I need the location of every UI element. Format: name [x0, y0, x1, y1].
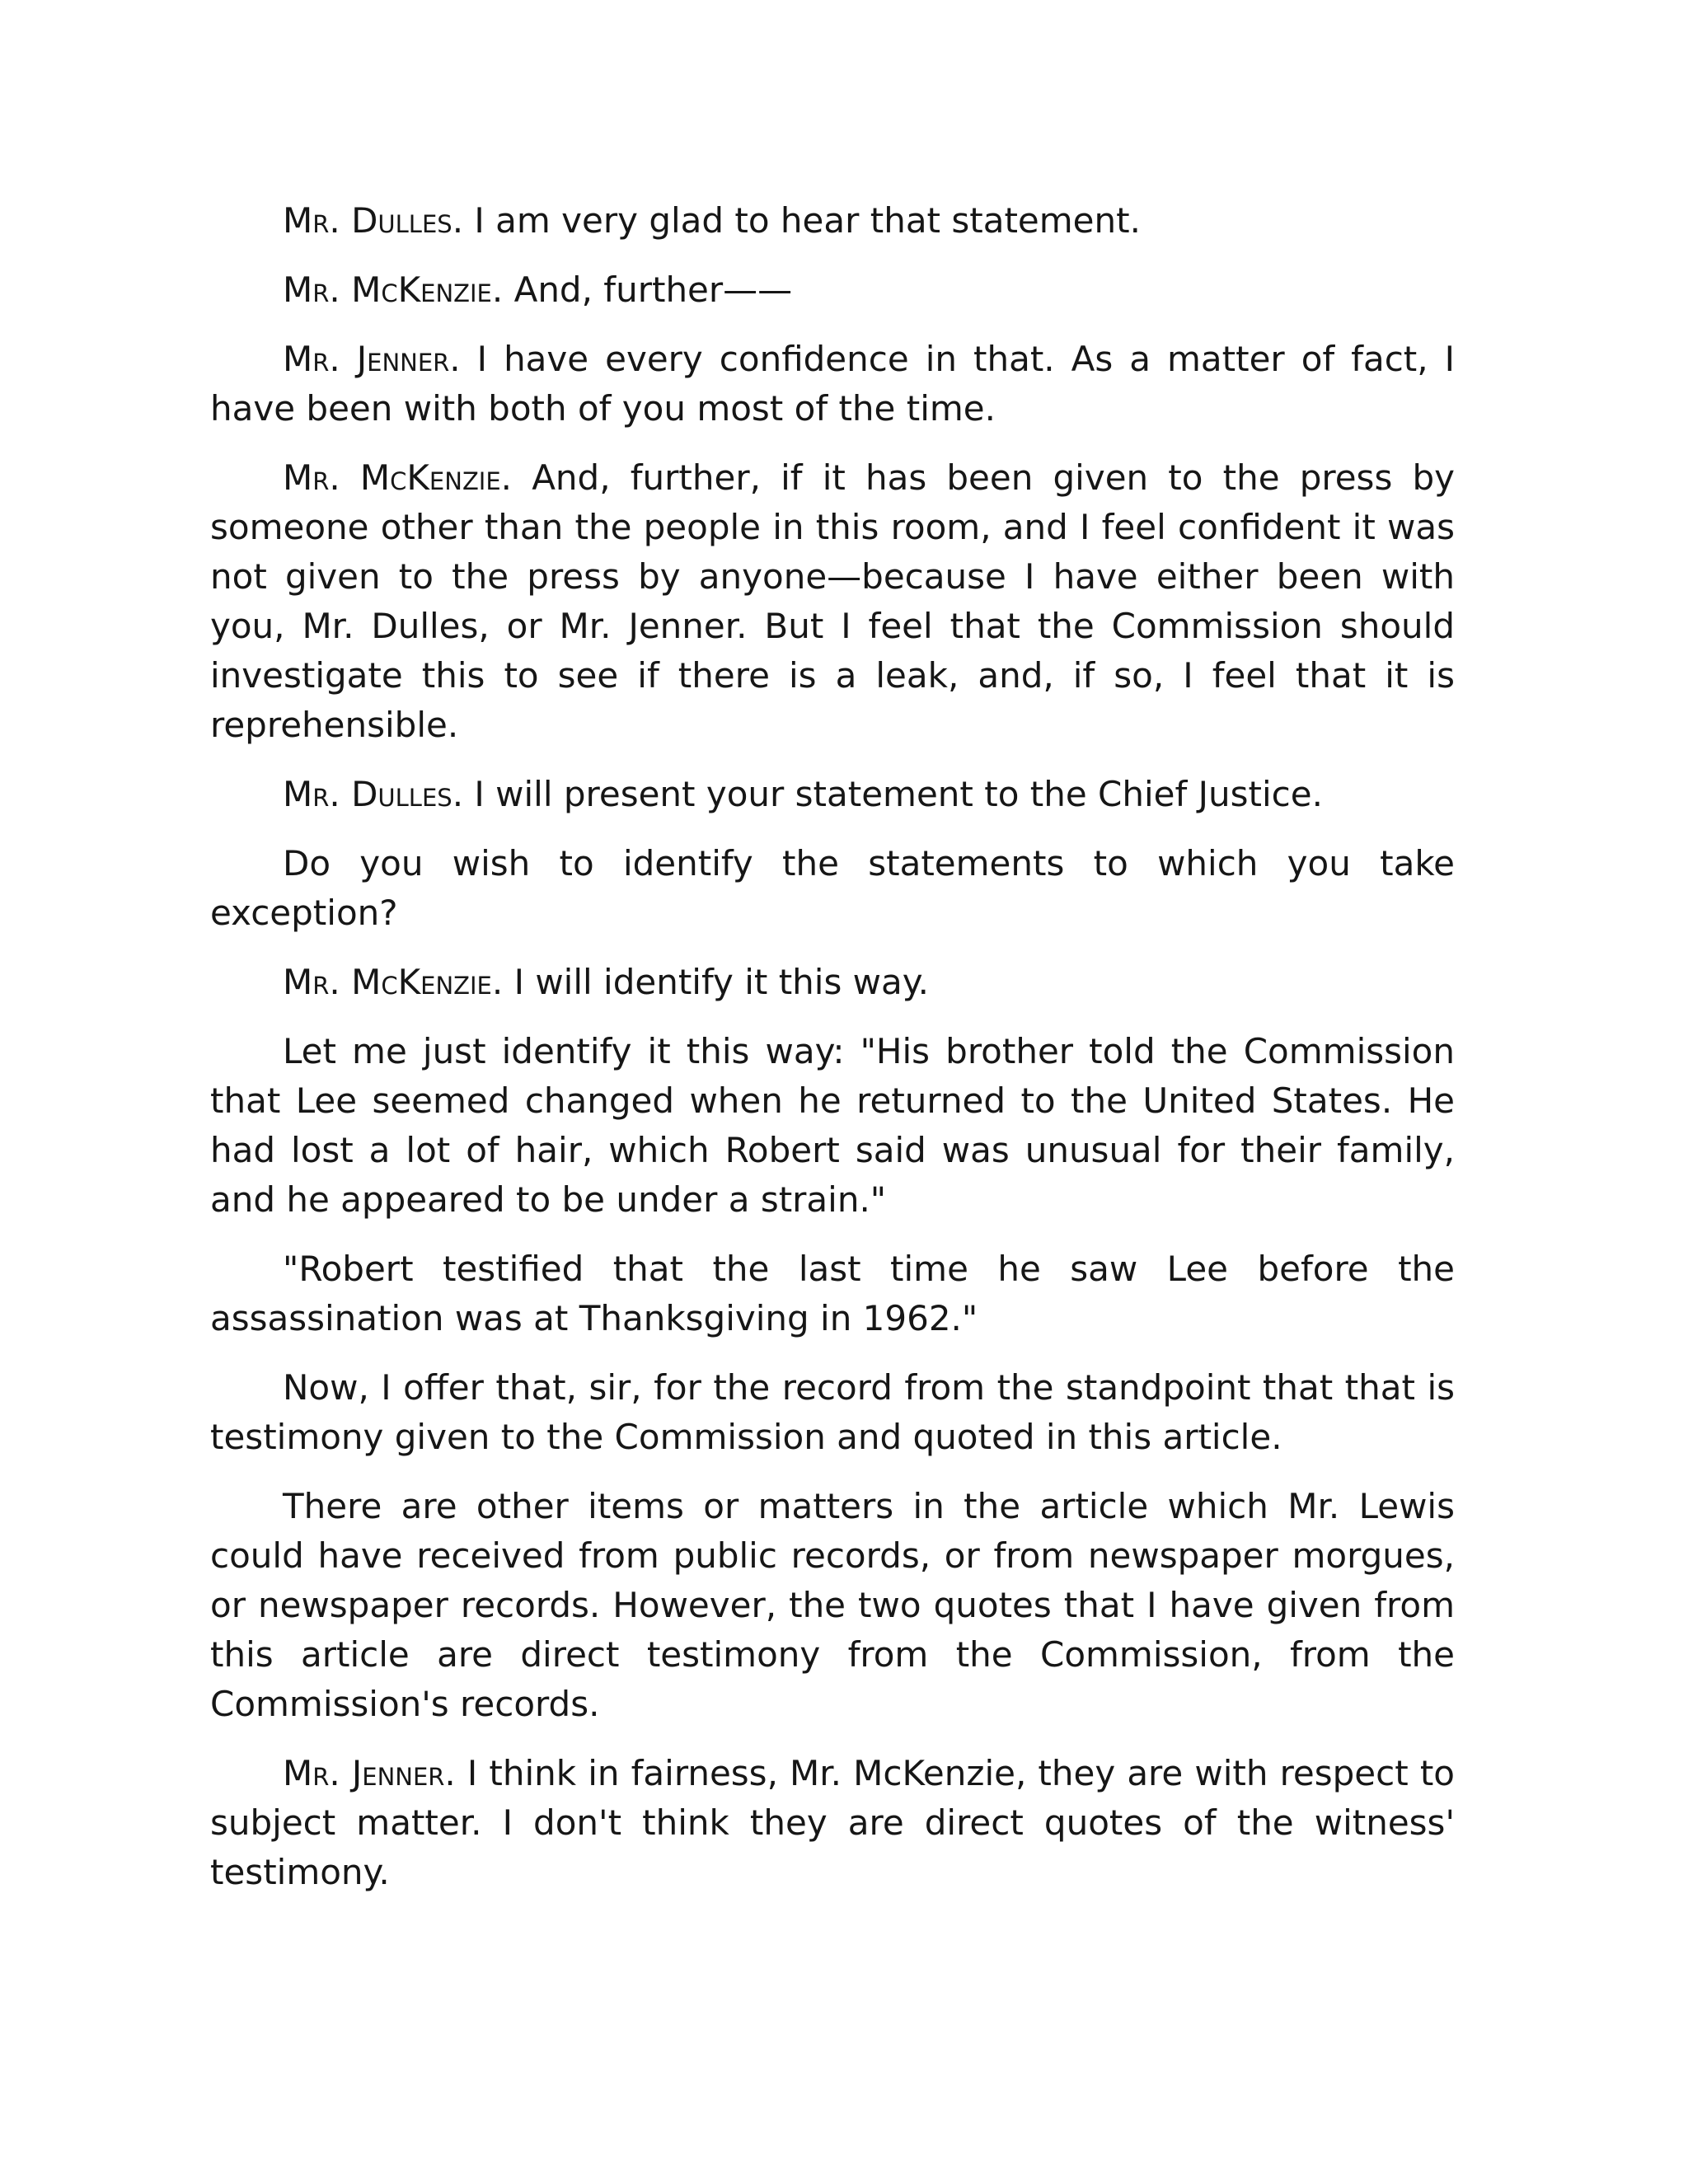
- transcript-paragraph: [210, 335, 1455, 434]
- transcript-paragraph: [210, 958, 1455, 1007]
- paragraph-text: I have every confidence in that. As a matter of fact, I have been with both of you most of the time.: [210, 339, 1455, 429]
- transcript-paragraph: [210, 1244, 1455, 1343]
- paragraph-text: There are other items or matters in the article which Mr. Lewis could have received from public records, or from newspaper morgues, or newspaper records. However, the two quotes that I have given from this article are direct testimony from the Commission, from the Commission's records.: [210, 1486, 1455, 1724]
- paragraph-text: I think in fairness, Mr. McKenzie, they are with respect to subject matter. I don't think they are direct quotes of the witness' testimony.: [210, 1753, 1455, 1892]
- transcript-paragraph: [210, 839, 1455, 938]
- paragraph-text: And, further——: [503, 269, 793, 310]
- paragraph-text: "Robert testified that the last time he saw Lee before the assassination was at Thanksgiving in 1962.": [210, 1249, 1455, 1338]
- paragraph-text: I am very glad to hear that statement.: [463, 200, 1141, 241]
- transcript-paragraph: [210, 1749, 1455, 1897]
- speaker-name: Mr. McKenzie.: [283, 457, 513, 498]
- transcript-paragraph: [210, 1363, 1455, 1462]
- paragraph-text: Now, I offer that, sir, for the record from the standpoint that that is testimony given to the Commission and quoted in this article.: [210, 1367, 1455, 1457]
- paragraph-text: Do you wish to identify the statements to which you take exception?: [210, 843, 1455, 933]
- paragraph-text: I will present your statement to the Chief Justice.: [463, 774, 1323, 814]
- transcript-paragraph: [210, 453, 1455, 750]
- transcript-paragraph: [210, 1027, 1455, 1225]
- speaker-name: Mr. Dulles.: [283, 200, 464, 241]
- transcript-paragraph: [210, 1482, 1455, 1729]
- speaker-name: Mr. Jenner.: [283, 1753, 456, 1793]
- paragraph-text: I will identify it this way.: [503, 962, 929, 1002]
- transcript-paragraph: [210, 770, 1455, 819]
- speaker-name: Mr. Dulles.: [283, 774, 464, 814]
- speaker-name: Mr. McKenzie.: [283, 269, 504, 310]
- paragraph-text: Let me just identify it this way: "His brother told the Commission that Lee seemed changed when he returned to the United States. He had lost a lot of hair, which Robert said was unusual for their family, and he appeared to be under a strain.": [210, 1031, 1455, 1220]
- transcript-paragraph: [210, 265, 1455, 315]
- transcript-page: [210, 196, 1455, 1917]
- transcript-paragraph: [210, 196, 1455, 246]
- paragraph-text: And, further, if it has been given to the press by someone other than the people in this room, and I feel confident it was not given to the press by anyone—because I have either been with you, Mr. Dulles, or Mr. Jenner. But I feel that the Commission should investigate this to see if there is a leak, and, if so, I feel that it is reprehensible.: [210, 457, 1455, 745]
- speaker-name: Mr. McKenzie.: [283, 962, 504, 1002]
- speaker-name: Mr. Jenner.: [283, 339, 461, 379]
